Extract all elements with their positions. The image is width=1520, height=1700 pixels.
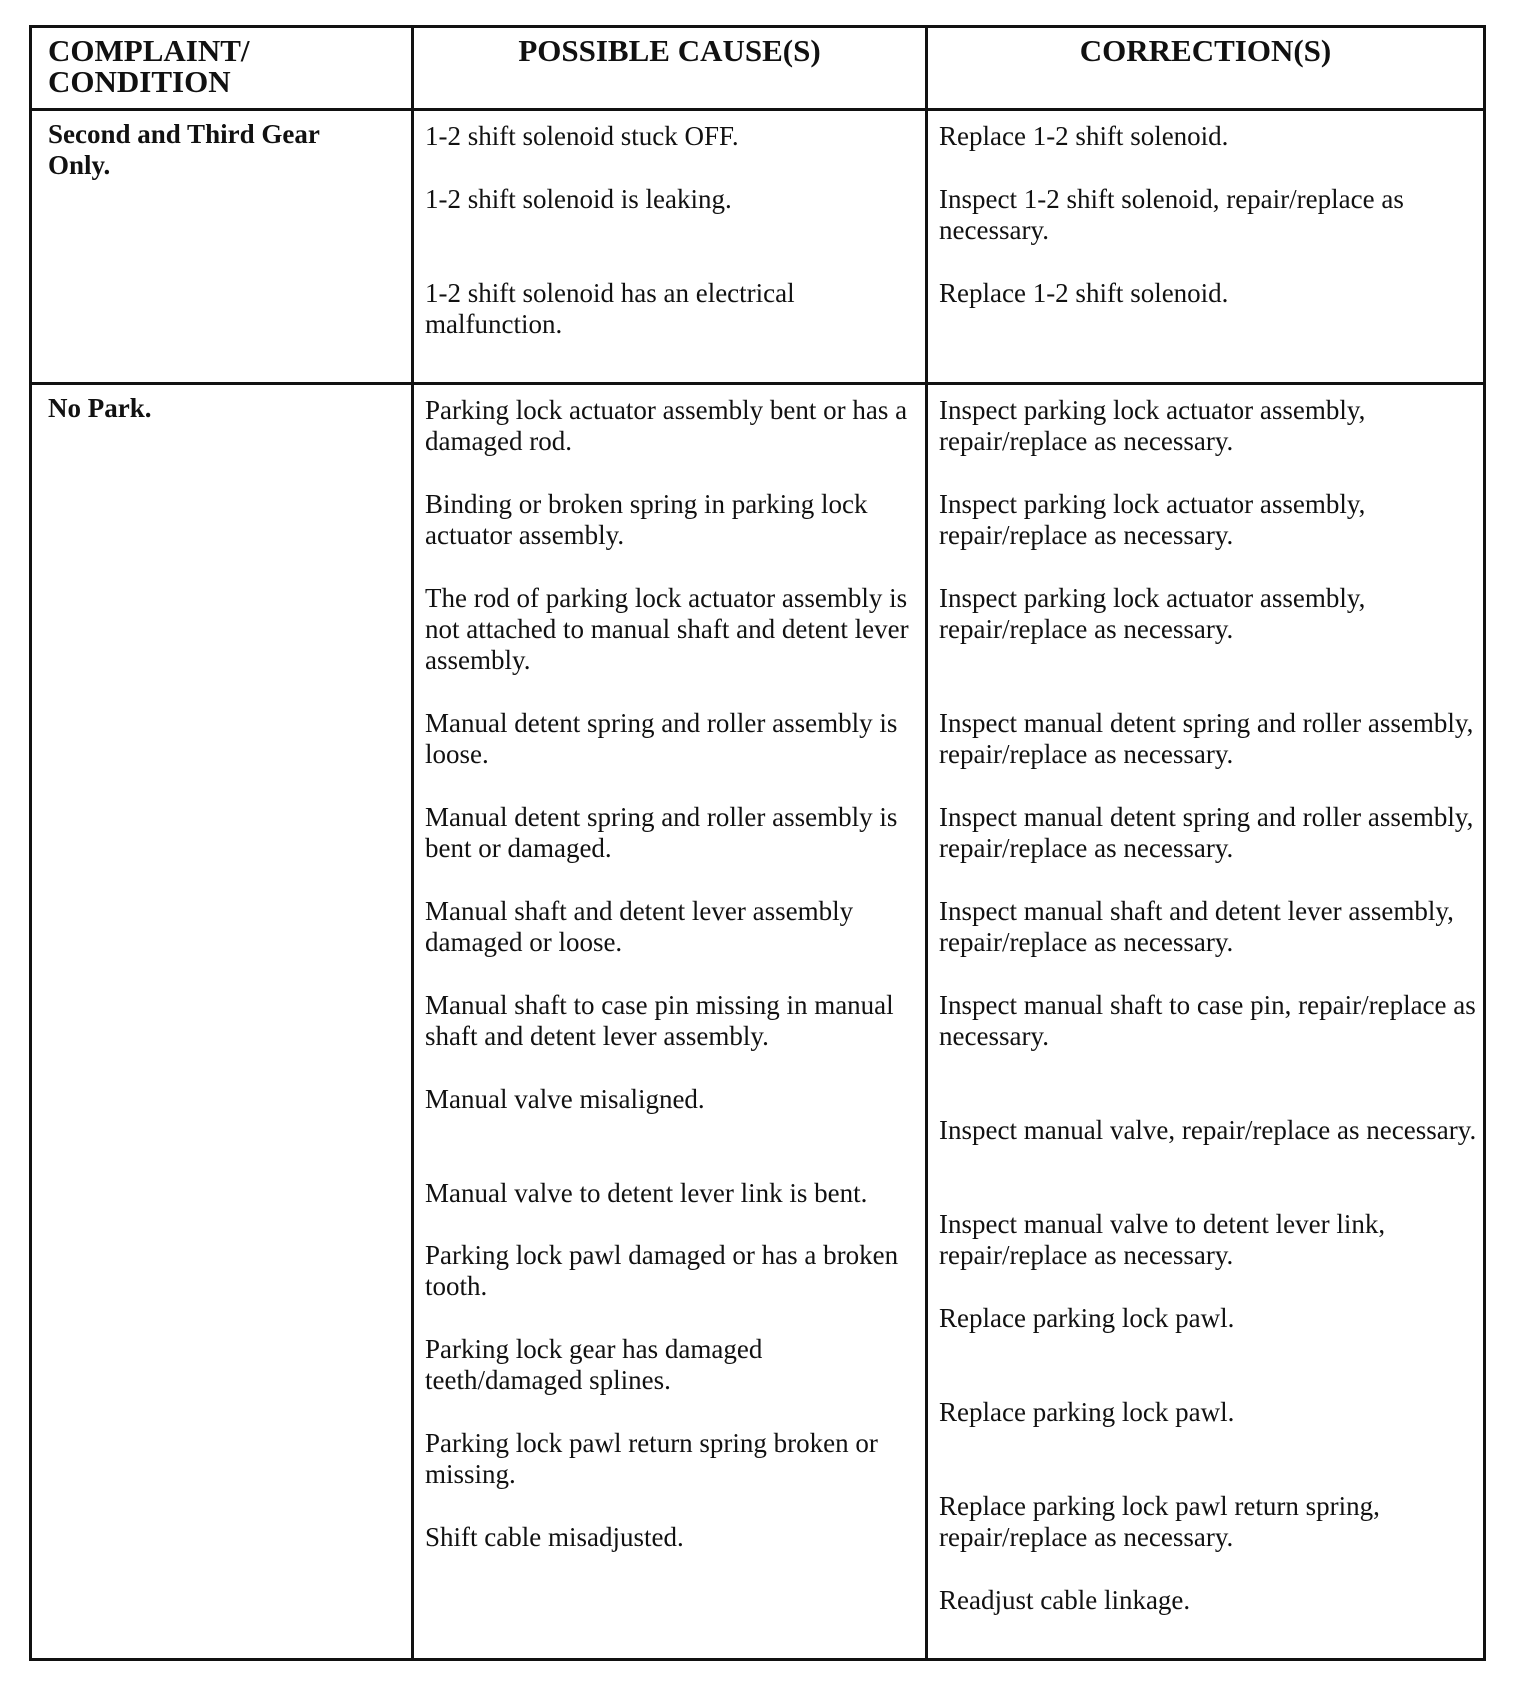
header-divider xyxy=(32,108,1483,111)
correction-item: Inspect 1-2 shift solenoid, repair/replace as necessary. xyxy=(939,184,1404,245)
condition-second-third-gear: Second and Third Gear Only. xyxy=(48,119,320,180)
correction-item: Inspect parking lock actuator assembly, repair/replace as necessary. xyxy=(939,583,1366,644)
header-possible-causes: POSSIBLE CAUSE(S) xyxy=(518,33,821,68)
header-complaint-line1: COMPLAINT/ xyxy=(48,33,250,68)
cause-item: Parking lock actuator assembly bent or has a damaged rod. xyxy=(425,395,908,456)
correction-item: Replace 1-2 shift solenoid. xyxy=(939,121,1229,151)
cause-item: Manual shaft to case pin missing in manual shaft and detent lever assembly. xyxy=(425,990,894,1051)
cause-item: Shift cable misadjusted. xyxy=(425,1522,684,1552)
condition-no-park: No Park. xyxy=(48,393,152,423)
correction-item: Inspect manual valve to detent lever link, repair/replace as necessary. xyxy=(939,1209,1386,1270)
cause-item: Manual detent spring and roller assembly is loose. xyxy=(425,708,898,769)
column-divider-1 xyxy=(411,28,414,1658)
cause-item: Parking lock pawl return spring broken or missing. xyxy=(425,1428,878,1489)
cause-item: 1-2 shift solenoid has an electrical malfunction. xyxy=(425,278,795,339)
header-corrections: CORRECTION(S) xyxy=(1079,33,1332,68)
cause-item: Binding or broken spring in parking lock actuator assembly. xyxy=(425,489,868,550)
cause-item: Manual valve misaligned. xyxy=(425,1084,705,1114)
cause-item: Parking lock gear has damaged teeth/damaged splines. xyxy=(425,1334,763,1395)
cause-item: Manual shaft and detent lever assembly damaged or loose. xyxy=(425,896,854,957)
cause-item: The rod of parking lock actuator assembly is not attached to manual shaft and detent lever assembly. xyxy=(425,583,909,675)
correction-item: Replace parking lock pawl. xyxy=(939,1303,1235,1333)
header-complaint-line2: CONDITION xyxy=(48,64,231,99)
cause-item: 1-2 shift solenoid stuck OFF. xyxy=(425,121,739,151)
correction-item: Replace 1-2 shift solenoid. xyxy=(939,278,1229,308)
correction-item: Replace parking lock pawl return spring, repair/replace as necessary. xyxy=(939,1491,1380,1552)
cause-item: Parking lock pawl damaged or has a broken tooth. xyxy=(425,1240,899,1301)
cause-item: 1-2 shift solenoid is leaking. xyxy=(425,184,732,214)
correction-item: Inspect manual shaft to case pin, repair/replace as necessary. xyxy=(939,990,1476,1051)
troubleshooting-table xyxy=(29,25,1486,1661)
correction-item: Replace parking lock pawl. xyxy=(939,1397,1235,1427)
correction-item: Inspect manual detent spring and roller assembly, repair/replace as necessary. xyxy=(939,802,1474,863)
cause-item: Manual detent spring and roller assembly is bent or damaged. xyxy=(425,802,898,863)
correction-item: Inspect manual valve, repair/replace as necessary. xyxy=(939,1115,1477,1145)
row-divider-1 xyxy=(32,382,1483,385)
cause-item: Manual valve to detent lever link is bent. xyxy=(425,1178,868,1208)
correction-item: Readjust cable linkage. xyxy=(939,1585,1191,1615)
correction-item: Inspect parking lock actuator assembly, repair/replace as necessary. xyxy=(939,489,1366,550)
correction-item: Inspect manual detent spring and roller assembly, repair/replace as necessary. xyxy=(939,708,1474,769)
correction-item: Inspect manual shaft and detent lever assembly, repair/replace as necessary. xyxy=(939,896,1454,957)
column-divider-2 xyxy=(925,28,928,1658)
header-complaint xyxy=(48,35,398,97)
correction-item: Inspect parking lock actuator assembly, repair/replace as necessary. xyxy=(939,395,1366,456)
